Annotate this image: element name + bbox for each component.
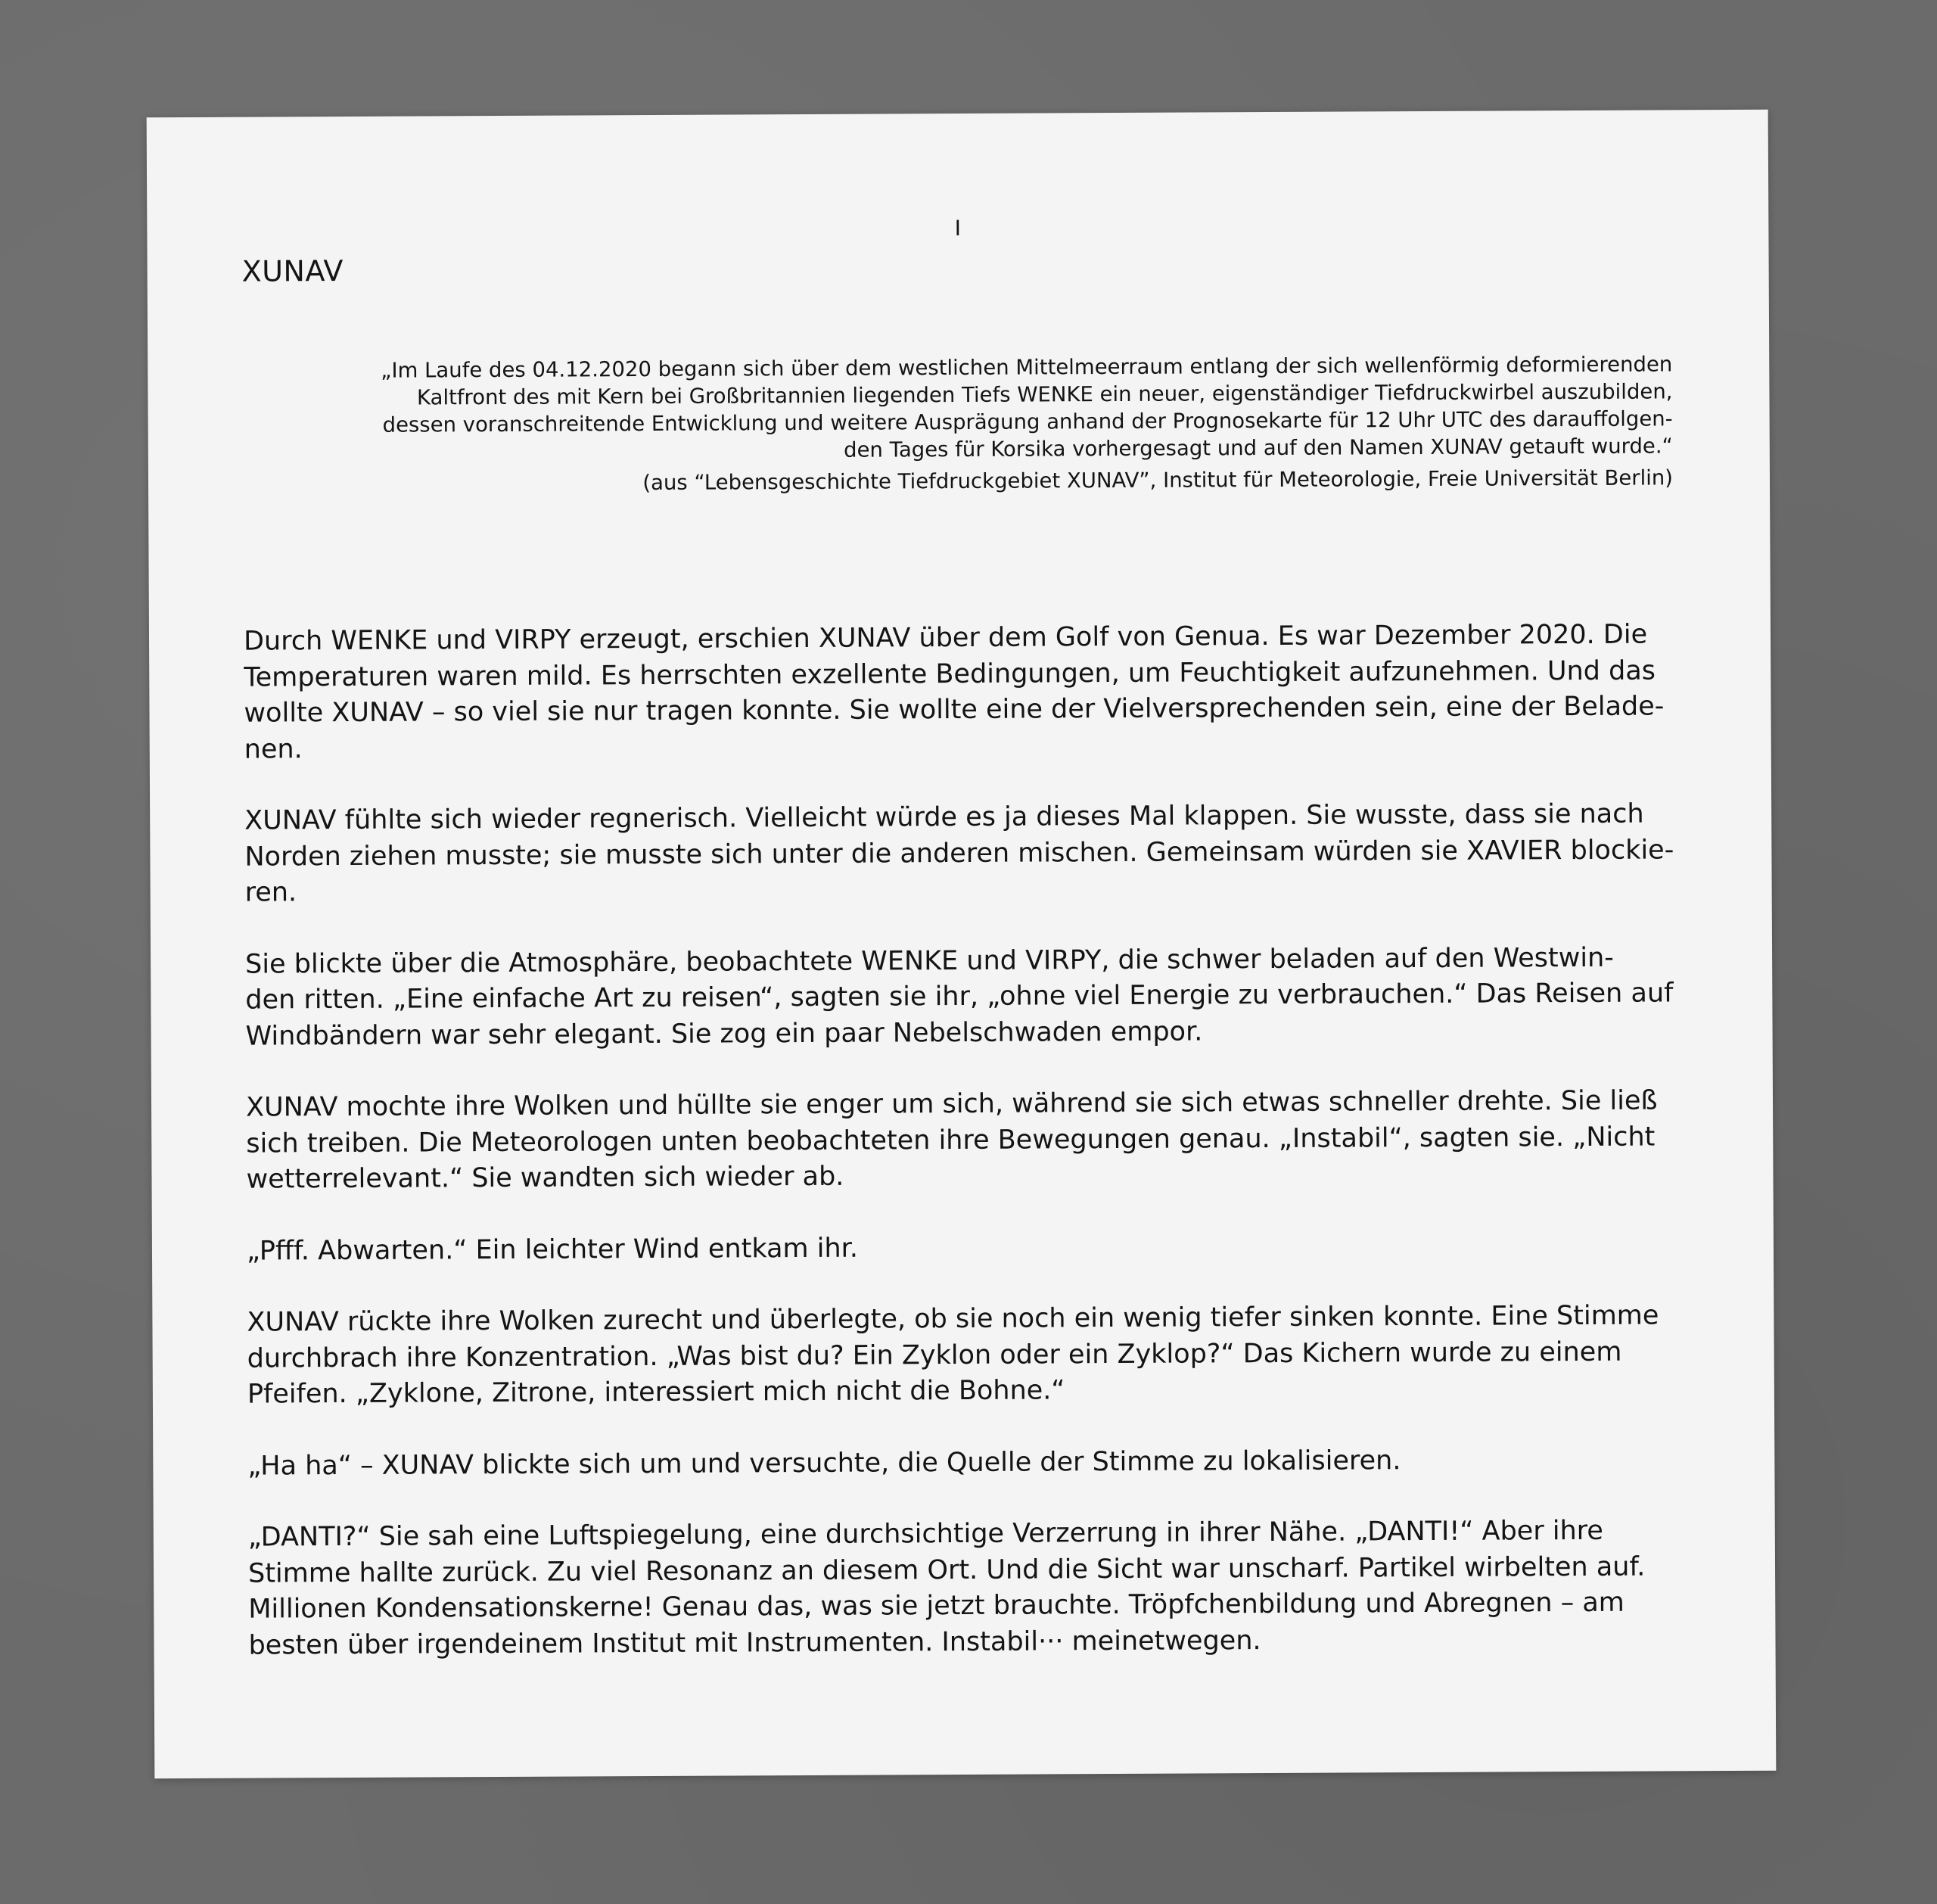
paragraph-5: [247, 1227, 1699, 1270]
quote-line: Kaltfront des mit Kern bei Großbritannien liegenden Tiefs WENKE ein neuer, eigenständiger Tiefdruckwirbel auszubilden,: [416, 379, 1673, 410]
paragraph-8: [248, 1513, 1702, 1663]
paragraph-2: [244, 796, 1698, 911]
text-line: Norden ziehen musste; sie musste sich unter die anderen mischen. Gemeinsam würden sie XAVIER blockie-: [244, 834, 1674, 873]
text-line: nen.: [244, 733, 303, 765]
text-line: ren.: [244, 877, 297, 908]
paragraph-7: [247, 1442, 1700, 1485]
text-line: „Ha ha“ – XUNAV blickte sich um und versuchte, die Quelle der Stimme zu lokalisieren.: [247, 1445, 1401, 1482]
paragraph-1: [244, 617, 1697, 767]
text-line: Temperaturen waren mild. Es herrschten exzellente Bedingungen, um Feuchtigkeit aufzunehmen. Und das: [244, 655, 1656, 693]
text-line: wollte XUNAV – so viel sie nur tragen konnte. Sie wollte eine der Vielversprechenden sein, eine der Belade-: [244, 691, 1665, 729]
paragraph-4: [246, 1083, 1699, 1198]
text-line: Millionen Kondensationskerne! Genau das, was sie jetzt brauchte. Tröpfchenbildung und Abregnen – am: [248, 1587, 1625, 1625]
text-line: Stimme hallte zurück. Zu viel Resonanz an diesem Ort. Und die Sicht war unscharf. Partikel wirbelten auf.: [247, 1551, 1646, 1589]
quote-line: den Tages für Korsika vorhergesagt und auf den Namen XUNAV getauft wurde.“: [844, 434, 1673, 462]
page-number: I: [954, 215, 962, 241]
text-line: besten über irgendeinem Institut mit Instrumenten. Instabil··· meinetwegen.: [248, 1625, 1261, 1661]
text-line: den ritten. „Eine einfache Art zu reisen“, sagten sie ihr, „ohne viel Energie zu verbrauchen.“ Das Reisen auf: [245, 978, 1674, 1016]
quote-line: „Im Laufe des 04.12.2020 begann sich über dem westlichen Mittelmeerraum entlang der sich wellenförmig deformierenden: [381, 352, 1673, 383]
text-line: sich treiben. Die Meteorologen unten beobachteten ihre Bewegungen genau. „Instabil“, sagten sie. „Nicht: [246, 1122, 1656, 1159]
text-line: durchbrach ihre Konzentration. „Was bist du? Ein Zyklon oder ein Zyklop?“ Das Kichern wurde zu einem: [247, 1336, 1622, 1374]
text-line: „DANTI?“ Sie sah eine Luftspiegelung, eine durchsichtige Verzerrung in ihrer Nähe. „DANTI!“ Aber ihre: [247, 1515, 1603, 1553]
text-line: Windbändern war sehr elegant. Sie zog ein paar Nebelschwaden empor.: [245, 1016, 1203, 1052]
text-line: wetterrelevant.“ Sie wandten sich wieder ab.: [246, 1161, 844, 1195]
text-line: XUNAV mochte ihre Wolken und hüllte sie enger um sich, während sie sich etwas schneller drehte. Sie ließ: [245, 1085, 1658, 1123]
page-title: XUNAV: [241, 254, 344, 288]
text-line: „Pfff. Abwarten.“ Ein leichter Wind entkam ihr.: [246, 1233, 859, 1267]
text-line: Durch WENKE und VIRPY erzeugt, erschien XUNAV über dem Golf von Genua. Es war Dezember 2020. Die: [243, 619, 1648, 657]
text-line: Pfeifen. „Zyklone, Zitrone, interessiert mich nicht die Bohne.“: [247, 1375, 1065, 1410]
quote-line: dessen voranschreitende Entwicklung und weitere Ausprägung anhand der Prognosekarte für 12 Uhr UTC des darauffolgen-: [382, 406, 1673, 437]
epigraph-quote: [242, 350, 1673, 498]
story-body: [244, 617, 1702, 1699]
paragraph-6: [247, 1298, 1700, 1413]
paragraph-3: [245, 940, 1699, 1055]
text-line: Sie blickte über die Atmosphäre, beobachtete WENKE und VIRPY, die schwer beladen auf den Westwin-: [245, 942, 1614, 980]
text-line: XUNAV fühlte sich wieder regnerisch. Vielleicht würde es ja dieses Mal klappen. Sie wusste, dass sie nach: [244, 798, 1644, 836]
text-line: XUNAV rückte ihre Wolken zurecht und überlegte, ob sie noch ein wenig tiefer sinken konnte. Eine Stimme: [247, 1300, 1659, 1338]
quote-source: (aus “Lebensgeschichte Tiefdruckgebiet XUNAV”, Institut für Meteorologie, Freie Universität Berlin): [642, 465, 1674, 496]
paper-sheet: [147, 110, 1777, 1778]
